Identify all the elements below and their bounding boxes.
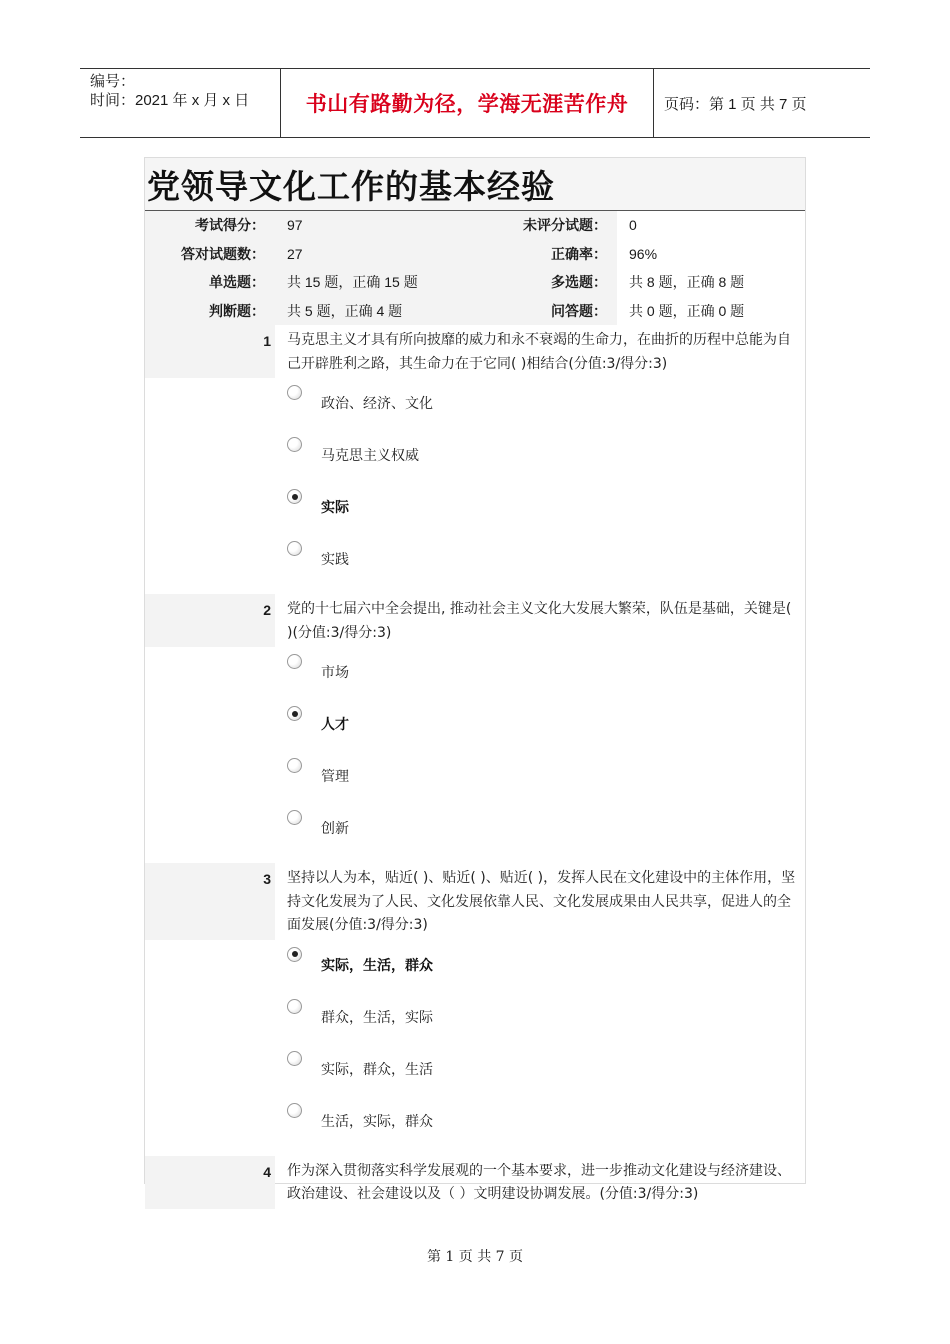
single-choice-value: 共 15 题，正确 15 题: [275, 268, 487, 297]
question-2-options: [145, 647, 805, 863]
option-1a[interactable]: [287, 378, 805, 430]
option-label: 实际: [321, 500, 349, 516]
radio-unchecked-icon[interactable]: [287, 1051, 302, 1066]
question-text: 作为深入贯彻落实科学发展观的一个基本要求，进一步推动文化建设与经济建设、政治建设、社会建设以及（ ）文明建设协调发展。(分值:3/得分:3): [287, 1162, 791, 1202]
document-header: [80, 68, 870, 138]
radio-unchecked-icon[interactable]: [287, 437, 302, 452]
radio-checked-icon[interactable]: [287, 947, 302, 962]
question-2: [145, 594, 805, 647]
radio-unchecked-icon[interactable]: [287, 541, 302, 556]
question-4: [145, 1156, 805, 1209]
exam-panel: [144, 157, 806, 1202]
option-label: 创新: [321, 821, 349, 837]
radio-unchecked-icon[interactable]: [287, 654, 302, 669]
accuracy-value: 96%: [629, 245, 658, 262]
option-label: 马克思主义权威: [321, 448, 419, 464]
option-2b[interactable]: [287, 699, 805, 751]
question-number: 1: [145, 325, 275, 378]
radio-unchecked-icon[interactable]: [287, 810, 302, 825]
multi-choice-value: 共 8 题，正确 8 题: [629, 274, 745, 291]
header-page-code: [654, 69, 870, 137]
accuracy-label: 正确率：: [487, 240, 617, 269]
score-summary: [145, 211, 805, 325]
judgement-label: 判断题：: [145, 297, 275, 326]
radio-checked-icon[interactable]: [287, 706, 302, 721]
option-3b[interactable]: [287, 992, 805, 1044]
judgement-value: 共 5 题，正确 4 题: [275, 297, 487, 326]
ungraded-label: 未评分试题：: [487, 211, 617, 240]
option-label: 群众，生活，实际: [321, 1009, 433, 1026]
radio-unchecked-icon[interactable]: [287, 999, 302, 1014]
multi-choice-label: 多选题：: [487, 268, 617, 297]
option-1c[interactable]: [287, 482, 805, 534]
option-label: 人才: [321, 717, 349, 733]
option-1b[interactable]: [287, 430, 805, 482]
option-label: 实践: [321, 552, 349, 568]
radio-unchecked-icon[interactable]: [287, 1103, 302, 1118]
question-3-options: [145, 940, 805, 1156]
score-value: 97: [275, 211, 487, 240]
correct-count-value: 27: [275, 240, 487, 269]
question-text: 坚持以人为本，贴近( )、贴近( )、贴近( )，发挥人民在文化建设中的主体作用，坚持文化发展为了人民、文化发展依靠人民、文化发展成果由人民共享，促进人的全面发展(分值:3/得分:3): [287, 870, 796, 933]
question-1-options: [145, 378, 805, 594]
page-code-text: 页码：第 1 页 共 7 页: [664, 95, 807, 113]
option-label: 实际，群众，生活: [321, 1061, 433, 1078]
correct-count-label: 答对试题数：: [145, 240, 275, 269]
option-label: 实际，生活，群众: [321, 957, 433, 974]
header-motto: [281, 69, 654, 137]
motto-text: 书山有路勤为径，学海无涯苦作舟: [305, 92, 629, 116]
option-3a[interactable]: [287, 940, 805, 992]
option-2d[interactable]: [287, 803, 805, 855]
question-number: 2: [145, 594, 275, 647]
option-label: 市场: [321, 665, 349, 681]
page-title: 党领导文化工作的基本经验: [147, 166, 555, 206]
question-3: [145, 863, 805, 940]
page-footer: 第 1 页 共 7 页: [426, 1249, 524, 1265]
option-label: 管理: [321, 769, 349, 785]
header-meta: [80, 69, 281, 137]
score-label: 考试得分：: [145, 211, 275, 240]
question-text: 党的十七届六中全会提出, 推动社会主义文化大发展大繁荣，队伍是基础，关键是( )(分值:3/得分:3): [287, 601, 792, 641]
time-label: 时间：2021 年 x 月 x 日: [90, 92, 250, 109]
question-number: 4: [145, 1156, 275, 1209]
ungraded-value: 0: [629, 217, 637, 234]
essay-label: 问答题：: [487, 297, 617, 326]
option-2c[interactable]: [287, 751, 805, 803]
essay-value: 共 0 题，正确 0 题: [629, 302, 745, 319]
option-2a[interactable]: [287, 647, 805, 699]
radio-checked-icon[interactable]: [287, 489, 302, 504]
option-3d[interactable]: [287, 1096, 805, 1148]
code-label: 编号：: [90, 73, 136, 90]
question-1: [145, 325, 805, 378]
radio-unchecked-icon[interactable]: [287, 385, 302, 400]
question-number: 3: [145, 863, 275, 940]
radio-unchecked-icon[interactable]: [287, 758, 302, 773]
option-label: 生活，实际，群众: [321, 1113, 433, 1130]
question-text: 马克思主义才具有所向披靡的威力和永不衰竭的生命力，在曲折的历程中总能为自己开辟胜利之路，其生命力在于它同( )相结合(分值:3/得分:3): [287, 332, 791, 372]
single-choice-label: 单选题：: [145, 268, 275, 297]
option-label: 政治、经济、文化: [321, 396, 433, 412]
title-bar: [145, 158, 805, 211]
option-1d[interactable]: [287, 534, 805, 586]
option-3c[interactable]: [287, 1044, 805, 1096]
